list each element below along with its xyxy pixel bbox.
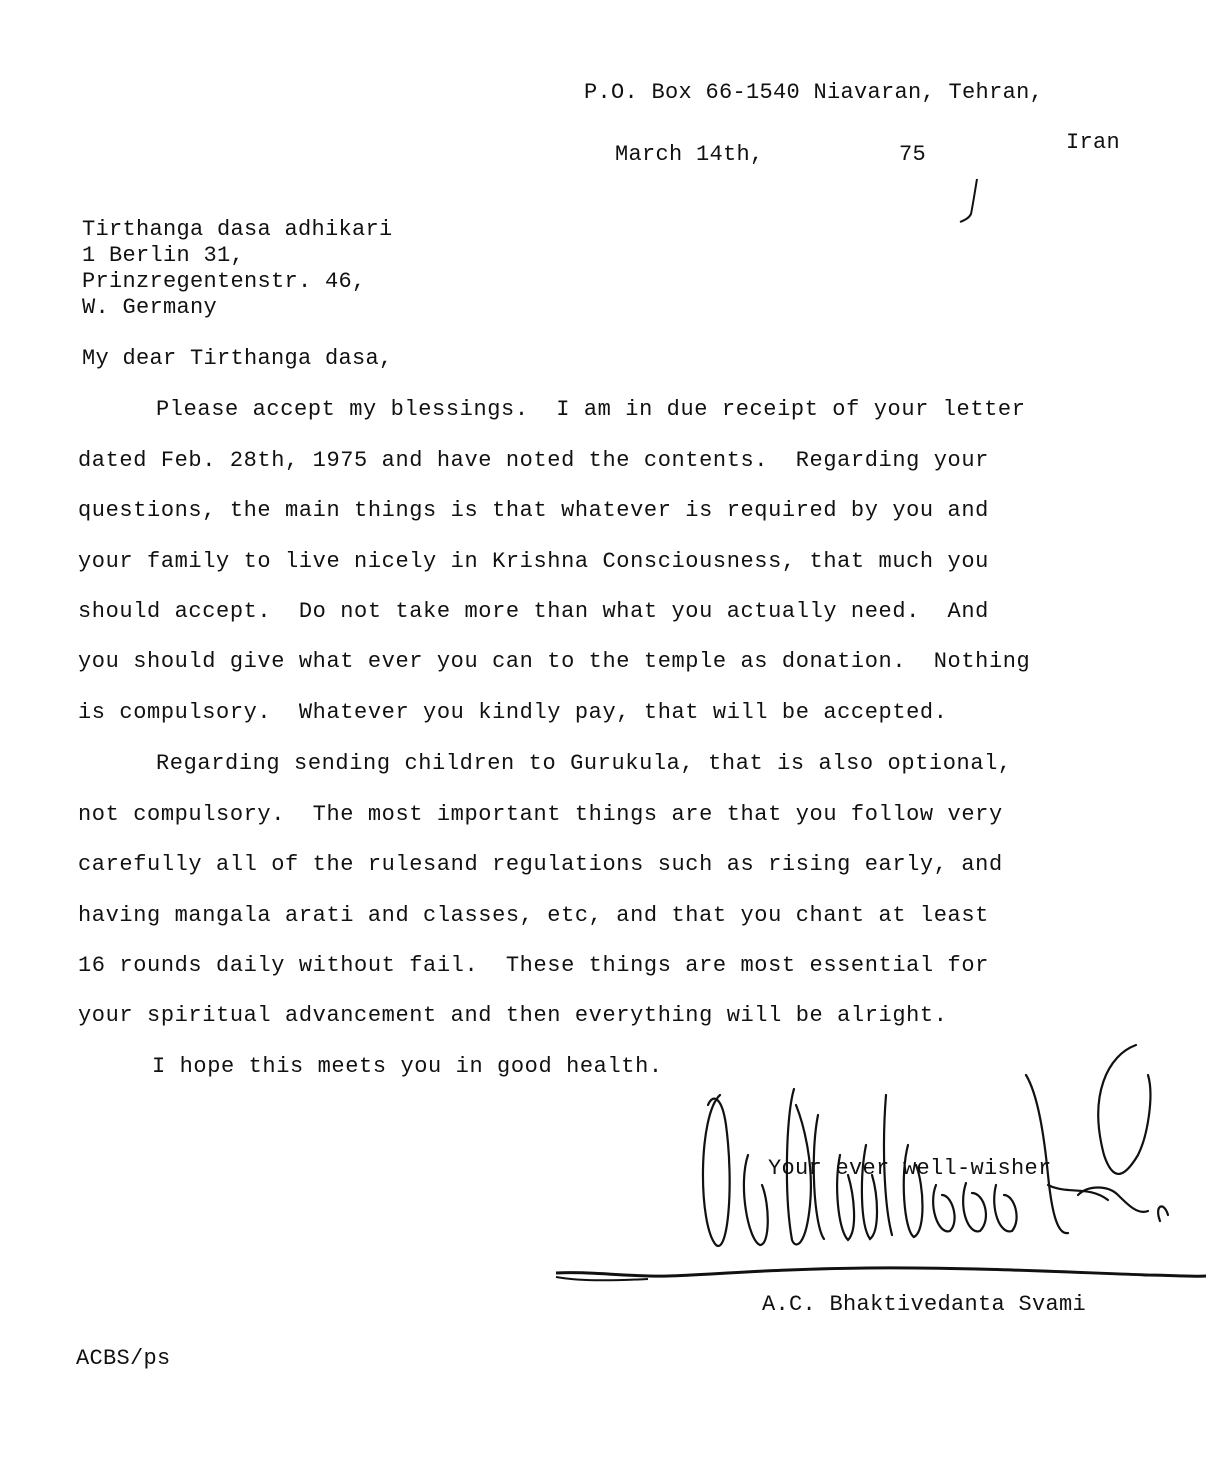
body-line: dated Feb. 28th, 1975 and have noted the contents. Regarding your [78,448,989,473]
body-line: is compulsory. Whatever you kindly pay, that will be accepted. [78,700,948,725]
body-line: your family to live nicely in Krishna Consciousness, that much you [78,549,989,574]
signature-text: A.C. Bhaktivedanta Svami [548,1035,563,1036]
closing-phrase: Your ever well-wisher [768,1156,1052,1181]
reference-initials: ACBS/ps [76,1346,171,1371]
letter-date: March 14th, [615,142,764,167]
recipient-line: Tirthanga dasa adhikari [82,217,393,242]
salutation: My dear Tirthanga dasa, [82,346,393,371]
recipient-line: W. Germany [82,295,218,320]
body-line: carefully all of the rulesand regulations such as rising early, and [78,852,1003,877]
body-line: not compulsory. The most important things are that you follow very [78,802,1003,827]
body-line: 16 rounds daily without fail. These things are most essential for [78,953,989,978]
body-line: Please accept my blessings. I am in due receipt of your letter [156,397,1026,422]
sender-country: Iran [1066,130,1121,155]
body-line: Regarding sending children to Gurukula, that is also optional, [156,751,1012,776]
letter-year: 75 [899,142,927,167]
handwritten-mark [955,176,985,226]
body-line: you should give what ever you can to the temple as donation. Nothing [78,649,1031,674]
body-line: having mangala arati and classes, etc, and that you chant at least [78,903,989,928]
recipient-line: Prinzregentenstr. 46, [82,269,366,294]
signature-icon [548,1035,1208,1290]
sender-address: P.O. Box 66-1540 Niavaran, Tehran, [584,80,1044,105]
signer-name: A.C. Bhaktivedanta Svami [762,1292,1087,1317]
body-line: questions, the main things is that whatever is required by you and [78,498,989,523]
recipient-line: 1 Berlin 31, [82,243,245,268]
body-paragraph-3: I hope this meets you in good health. [152,1054,663,1079]
body-line: your spiritual advancement and then everything will be alright. [78,1003,948,1028]
body-line: should accept. Do not take more than what you actually need. And [78,599,989,624]
